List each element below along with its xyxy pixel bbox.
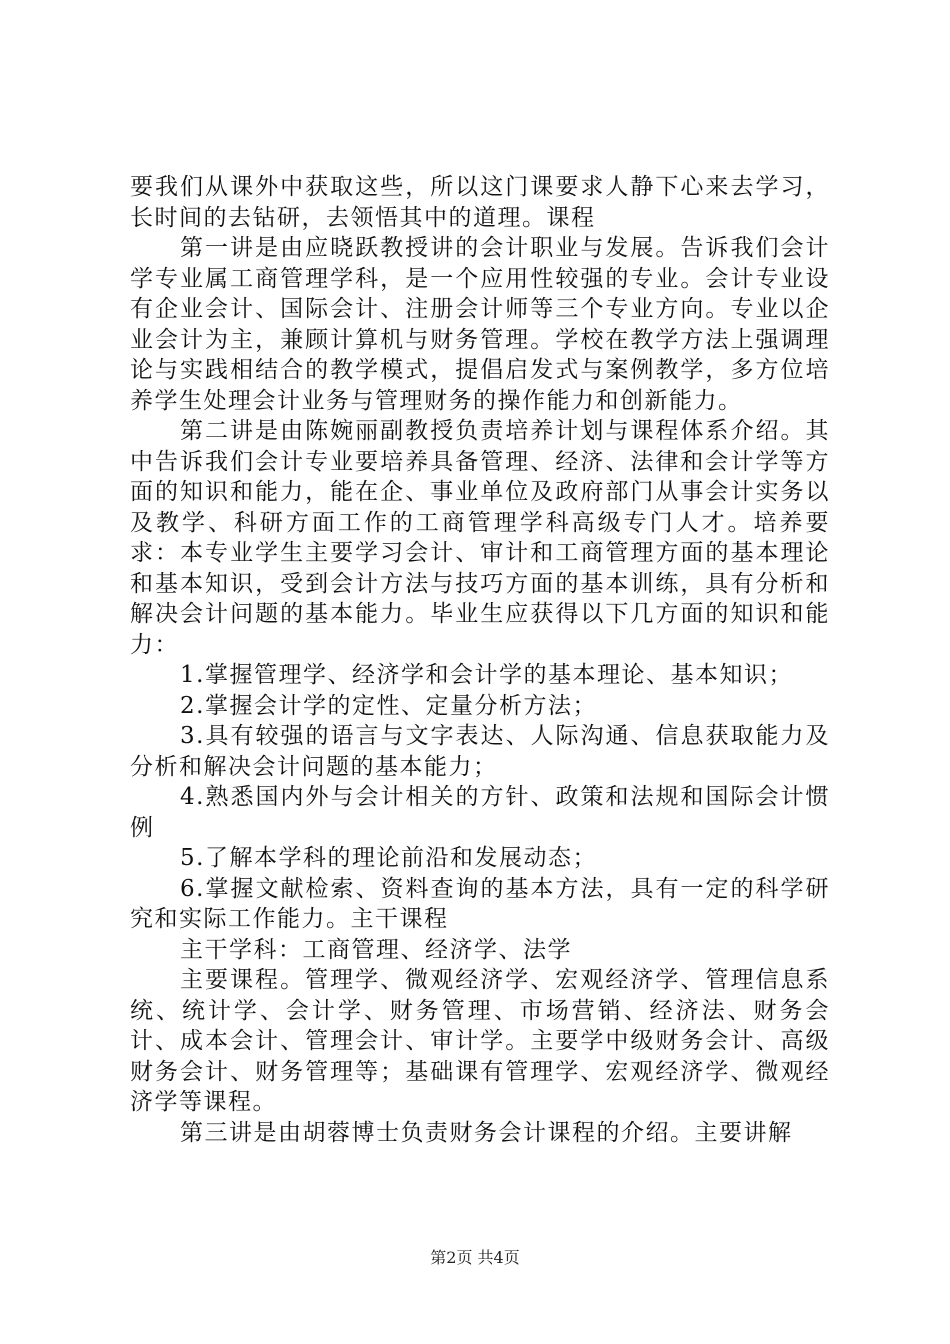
paragraph-lecture-two: 第二讲是由陈婉丽副教授负责培养计划与课程体系介绍。其中告诉我们会计专业要培养具备管理、经济、法律和会计学等方面的知识和能力，能在企、事业单位及政府部门从事会计实务以及教学、科研方面工作的工商管理学科高级专门人才。培养要求：本专业学生主要学习会计、审计和工商管理方面的基本理论和基本知识，受到会计方法与技巧方面的基本训练，具有分析和解决会计问题的基本能力。毕业生应获得以下几方面的知识和能力：: [130, 418, 830, 658]
list-item-3: 3.具有较强的语言与文字表达、人际沟通、信息获取能力及分析和解决会计问题的基本能力；: [130, 723, 830, 780]
list-item-2: 2.掌握会计学的定性、定量分析方法；: [180, 692, 597, 719]
list-item-4: 4.熟悉国内外与会计相关的方针、政策和法规和国际会计惯例: [130, 784, 830, 841]
list-item-6: 6.掌握文献检索、资料查询的基本方法，具有一定的科学研究和实际工作能力。主干课程: [130, 875, 830, 932]
paragraph-main-disciplines: 主干学科：工商管理、经济学、法学: [180, 936, 572, 963]
paragraph-lecture-three: 第三讲是由胡蓉博士负责财务会计课程的介绍。主要讲解: [180, 1119, 793, 1146]
paragraph-continuation: 要我们从课外中获取这些，所以这门课要求人静下心来去学习，长时间的去钻研，去领悟其中的道理。课程: [130, 174, 830, 231]
document-body: [130, 172, 830, 1148]
list-item-5: 5.了解本学科的理论前沿和发展动态；: [180, 845, 597, 871]
paragraph-main-courses: 主要课程。管理学、微观经济学、宏观经济学、管理信息系统、统计学、会计学、财务管理、市场营销、经济法、财务会计、成本会计、管理会计、审计学。主要学中级财务会计、高级财务会计、财务管理等；基础课有管理学、宏观经济学、微观经济学等课程。: [130, 967, 830, 1115]
page-footer: 第2页 共4页: [430, 1248, 520, 1267]
list-item-1: 1.掌握管理学、经济学和会计学的基本理论、基本知识；: [180, 662, 793, 688]
paragraph-lecture-one: 第一讲是由应晓跃教授讲的会计职业与发展。告诉我们会计学专业属工商管理学科，是一个应用性较强的专业。会计专业设有企业会计、国际会计、注册会计师等三个专业方向。专业以企业会计为主，兼顾计算机与财务管理。学校在教学方法上强调理论与实践相结合的教学模式，提倡启发式与案例教学，多方位培养学生处理会计业务与管理财务的操作能力和创新能力。: [130, 235, 830, 414]
